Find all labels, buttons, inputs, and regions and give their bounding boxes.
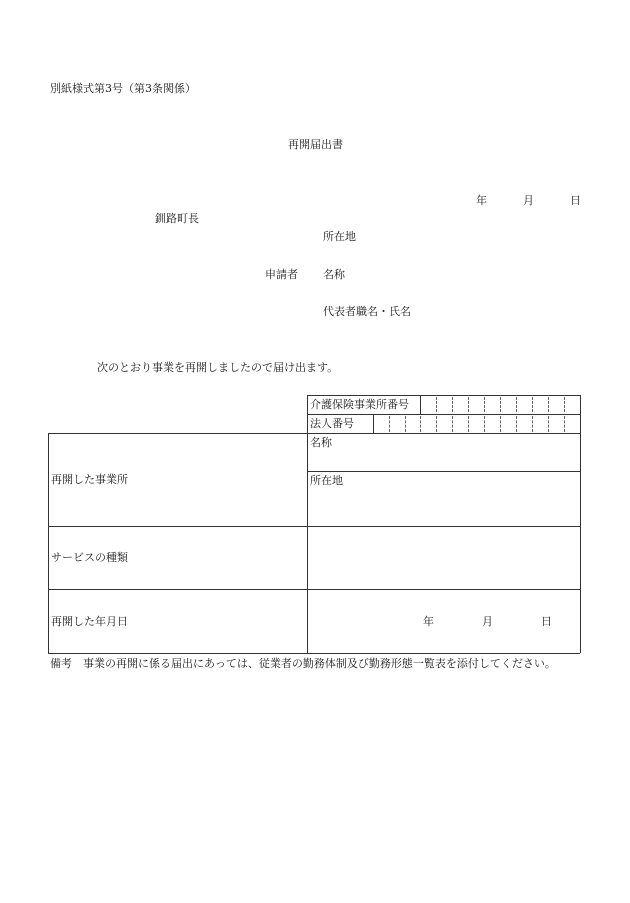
digit-box-divider [389,416,390,432]
digit-box-divider [564,397,565,412]
date-month-label: 月 [523,194,534,207]
digit-box-divider [468,397,469,412]
table-border [48,653,580,654]
digit-box-divider [500,397,501,412]
table-border [580,433,581,653]
digit-box-divider [405,416,406,432]
form-label: 別紙様式第3号（第3条関係） [50,82,196,95]
table-border [48,589,580,590]
document-title: 再開届出書 [288,138,343,151]
reopen-date-label: 再開した年月日 [51,615,128,628]
reopen-year-label: 年 [423,615,434,628]
digit-box-divider [548,397,549,412]
digit-box-divider [436,416,437,432]
table-border [373,414,374,434]
date-day-label: 日 [570,194,581,207]
corporate-number-label: 法人番号 [310,417,354,430]
digit-box-divider [500,416,501,432]
representative-label: 代表者職名・氏名 [323,305,411,318]
digit-box-divider [516,397,517,412]
reopen-day-label: 日 [541,615,552,628]
table-border [48,433,49,653]
digit-box-divider [516,416,517,432]
digit-box-divider [532,397,533,412]
office-label: 再開した事業所 [51,473,128,486]
table-border [307,471,580,472]
digit-box-divider [564,416,565,432]
table-border [307,414,580,415]
applicant-address-label: 所在地 [323,230,356,243]
digit-box-divider [484,416,485,432]
table-border [307,395,580,396]
applicant-label: 申請者 [265,268,298,281]
note-text: 備考 事業の再開に係る届出にあっては、従業者の勤務体制及び勤務形態一覧表を添付してください。 [50,657,556,670]
digit-box-divider [484,397,485,412]
digit-box-divider [532,416,533,432]
office-name-label: 名称 [310,436,332,449]
digit-box-divider [420,416,421,432]
table-border [307,433,308,653]
table-border [48,433,580,434]
table-border [580,395,581,434]
table-border [307,395,308,434]
digit-box-divider [548,416,549,432]
care-office-number-label: 介護保険事業所番号 [310,398,409,411]
table-border [48,526,580,527]
table-border [420,395,421,414]
digit-box-divider [452,416,453,432]
digit-box-divider [436,397,437,412]
date-year-label: 年 [476,194,487,207]
statement-text: 次のとおり事業を再開しましたので届け出ます。 [97,361,339,374]
addressee: 釧路町長 [155,212,199,225]
reopen-month-label: 月 [482,615,493,628]
office-address-label: 所在地 [310,474,343,487]
service-type-label: サービスの種類 [51,551,128,564]
digit-box-divider [452,397,453,412]
applicant-name-label: 名称 [323,268,345,281]
digit-box-divider [468,416,469,432]
